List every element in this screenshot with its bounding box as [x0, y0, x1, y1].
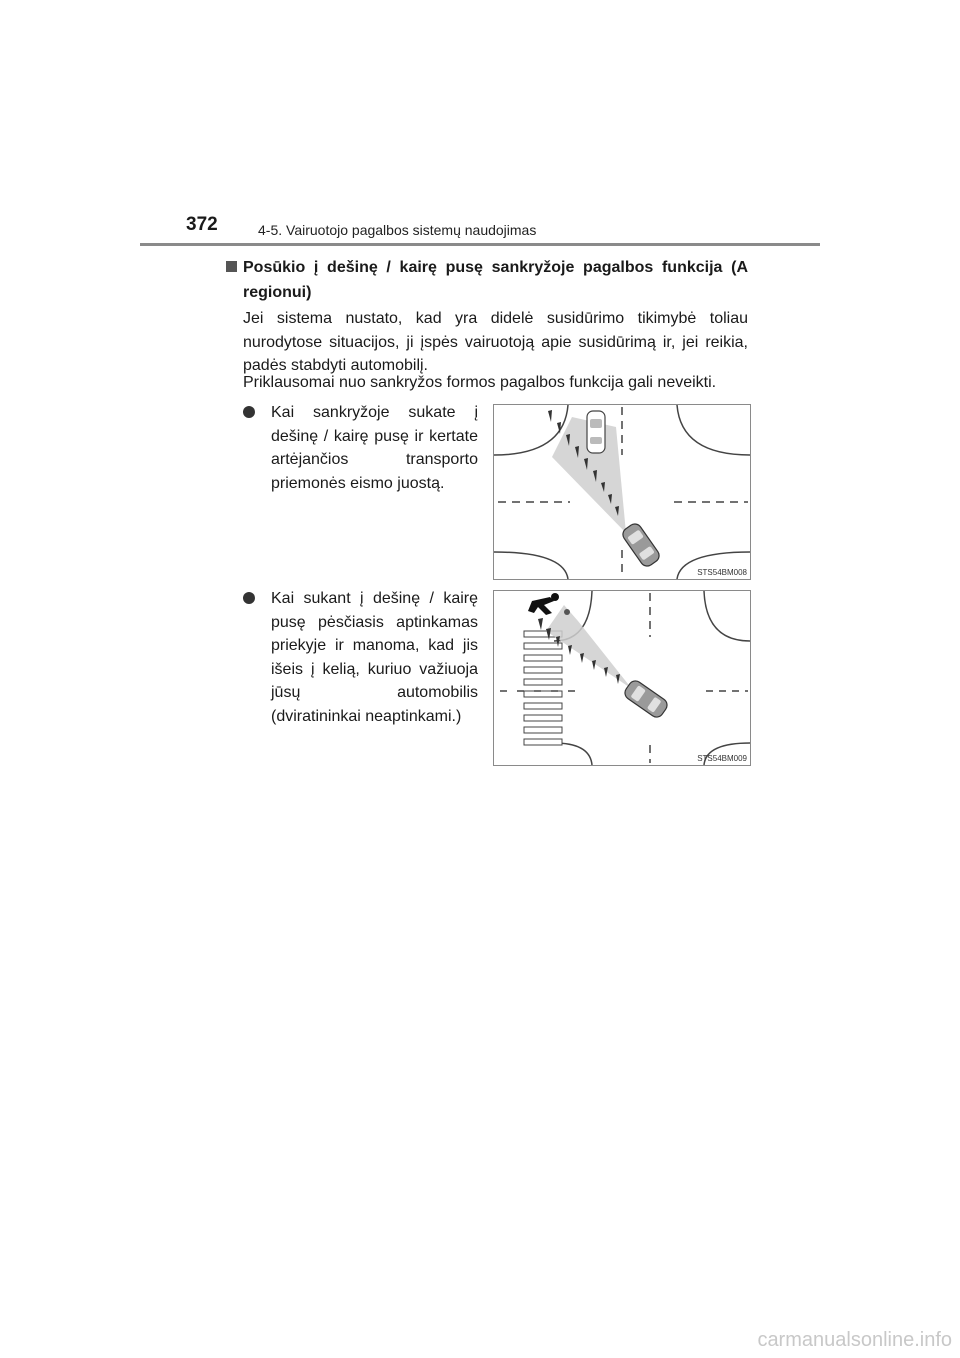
section-title-text: Posūkio į dešinę / kairę pusę sankryžoje pagalbos funkcija (A regionui) — [243, 259, 748, 301]
road-corner-top-right — [704, 591, 750, 641]
bullet-text: Kai sankryžoje sukate į dešinę / kairę pusę ir kertate artėjančios transporto priemonės eismo juostą. — [271, 404, 478, 492]
road-corner-bottom-left — [494, 552, 568, 579]
section-title — [226, 255, 748, 305]
chapter-title: 4-5. Vairuotojo pagalbos sistemų naudojimas — [258, 222, 537, 238]
own-car-icon — [622, 678, 670, 720]
bullet-dot-icon — [243, 592, 255, 604]
pedestrian-marker-dot — [564, 609, 570, 615]
own-car-icon — [620, 521, 662, 569]
road-corner-bottom-left — [554, 743, 592, 765]
watermark: carmanualsonline.info — [757, 1329, 952, 1351]
bullet-text: Kai sukant į dešinę / kairę pusę pėsčiasis aptinkamas priekyje ir manoma, kad jis išeis į kelią, kuriuo važiuoja jūsų automobilis (dviratininkai neaptinkami.) — [271, 590, 478, 725]
figure-code: STS54BM009 — [697, 754, 747, 763]
paragraph-2: Priklausomai nuo sankryžos formos pagalbos funkcija gali neveikti. — [243, 374, 717, 391]
square-bullet-icon — [226, 261, 237, 272]
figure-code: STS54BM008 — [697, 568, 747, 577]
intersection-diagram-1 — [494, 405, 750, 579]
oncoming-car-icon — [587, 411, 605, 453]
pedestrian-icon — [528, 593, 559, 615]
crosswalk — [524, 631, 562, 745]
figure-intersection-pedestrian — [493, 590, 751, 766]
intersection-diagram-2 — [494, 591, 750, 765]
page-number: 372 — [186, 214, 218, 235]
header-rule — [140, 243, 820, 246]
road-corner-top-right — [677, 405, 750, 455]
paragraph-1: Jei sistema nustato, kad yra didelė susidūrimo tikimybė toliau nurodytose situacijos, ji įspės vairuotoją apie susidūrimą ir, jei reikia, padės stabdyti automobilį. — [243, 310, 748, 374]
bullet-dot-icon — [243, 406, 255, 418]
figure-intersection-oncoming-car — [493, 404, 751, 580]
